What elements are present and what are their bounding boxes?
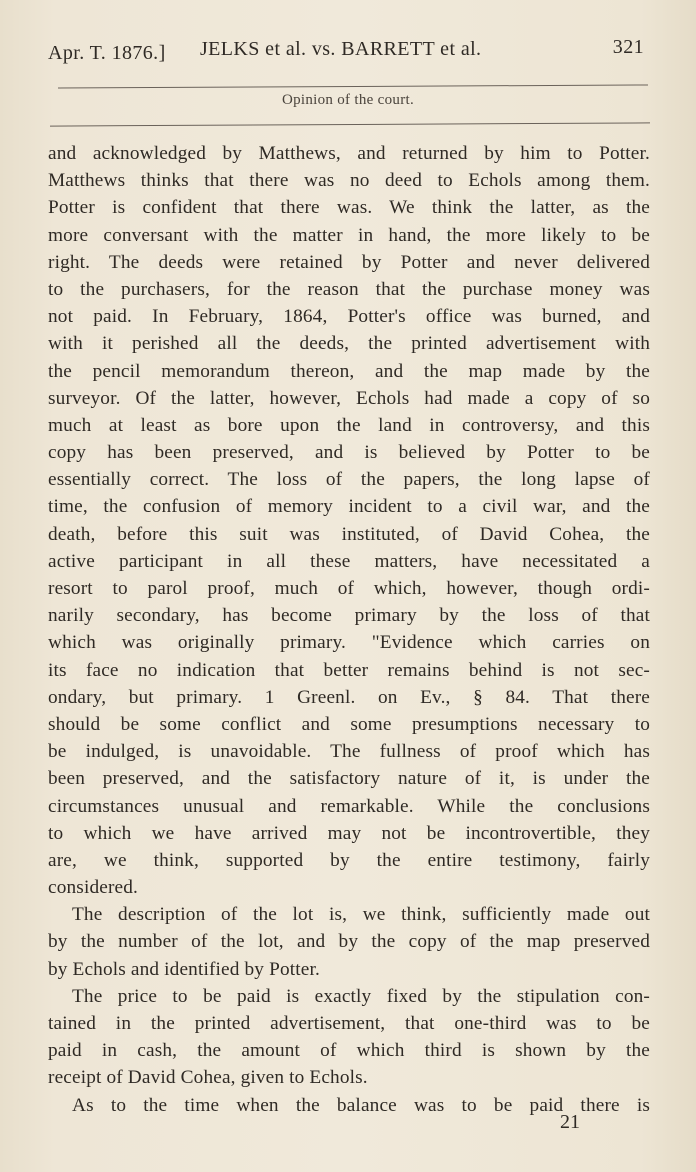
term-date: Apr. T. 1876.] (48, 42, 166, 64)
case-title: JELKS et al. vs. BARRETT et al. (200, 38, 482, 60)
header-rule-top (58, 84, 648, 88)
text-line: which was originally primary. "Evidence which carries on (48, 632, 650, 654)
text-line: ondary, but primary. 1 Greenl. on Ev., § 84. That there (48, 686, 650, 708)
section-subheading: Opinion of the court. (281, 92, 415, 108)
text-line: and acknowledged by Matthews, and returned by him to Potter. (48, 143, 650, 164)
text-line: more conversant with the matter in hand, the more likely to be (48, 224, 650, 246)
text-line: copy has been preserved, and is believed by Potter to be (48, 442, 650, 464)
text-line: by the number of the lot, and by the copy of the map preserved (48, 931, 650, 953)
text-line: to the purchasers, for the reason that the purchase money was (48, 278, 650, 300)
page-number: 321 (612, 36, 644, 58)
text-line: tained in the printed advertisement, that one-third was to be (48, 1013, 650, 1034)
text-line: been preserved, and the satisfactory nature of it, is under the (48, 768, 650, 790)
running-header (48, 36, 652, 70)
text-line: active participant in all these matters, have necessitated a (48, 550, 650, 572)
text-line: Matthews thinks that there was no deed to Echols among them. (48, 170, 650, 192)
text-line: to which we have arrived may not be incontrovertible, they (48, 822, 650, 844)
signature-mark: 21 (560, 1111, 580, 1133)
text-line: not paid. In February, 1864, Potter's office was burned, and (48, 306, 650, 328)
text-line: death, before this suit was instituted, of David Cohea, the (48, 523, 650, 545)
text-line: considered. (48, 877, 138, 899)
text-line: narily secondary, has become primary by the loss of that (48, 605, 650, 627)
paragraph-first-line: The price to be paid is exactly fixed by the stipulation con- (72, 985, 650, 1007)
text-line: are, we think, supported by the entire testimony, fairly (48, 849, 650, 871)
header-rule-bottom (50, 122, 650, 126)
text-line: the pencil memorandum thereon, and the map made by the (48, 360, 650, 382)
paragraph-first-line: As to the time when the balance was to be paid there is (72, 1094, 650, 1116)
text-line: right. The deeds were retained by Potter and never delivered (48, 251, 650, 273)
text-line: by Echols and identified by Potter. (48, 958, 320, 980)
text-line: be indulged, is unavoidable. The fullness of proof which has (48, 741, 650, 763)
text-line: surveyor. Of the latter, however, Echols had made a copy of so (48, 387, 650, 409)
opinion-text (48, 140, 650, 1119)
text-line: resort to parol proof, much of which, however, though ordi- (48, 578, 650, 599)
text-line: with it perished all the deeds, the printed advertisement with (48, 333, 650, 355)
text-line: paid in cash, the amount of which third is shown by the (48, 1040, 650, 1062)
paragraph-first-line: The description of the lot is, we think, sufficiently made out (72, 904, 650, 926)
text-line: its face no indication that better remains behind is not sec- (48, 659, 650, 681)
text-line: circumstances unusual and remarkable. While the conclusions (48, 795, 650, 817)
text-line: Potter is confident that there was. We think the latter, as the (48, 197, 650, 219)
text-line: time, the confusion of memory incident to a civil war, and the (48, 496, 650, 518)
text-line: should be some conflict and some presumptions necessary to (48, 713, 650, 735)
text-line: essentially correct. The loss of the papers, the long lapse of (48, 469, 650, 491)
text-line: much at least as bore upon the land in controversy, and this (48, 414, 650, 436)
text-line: receipt of David Cohea, given to Echols. (48, 1067, 368, 1089)
